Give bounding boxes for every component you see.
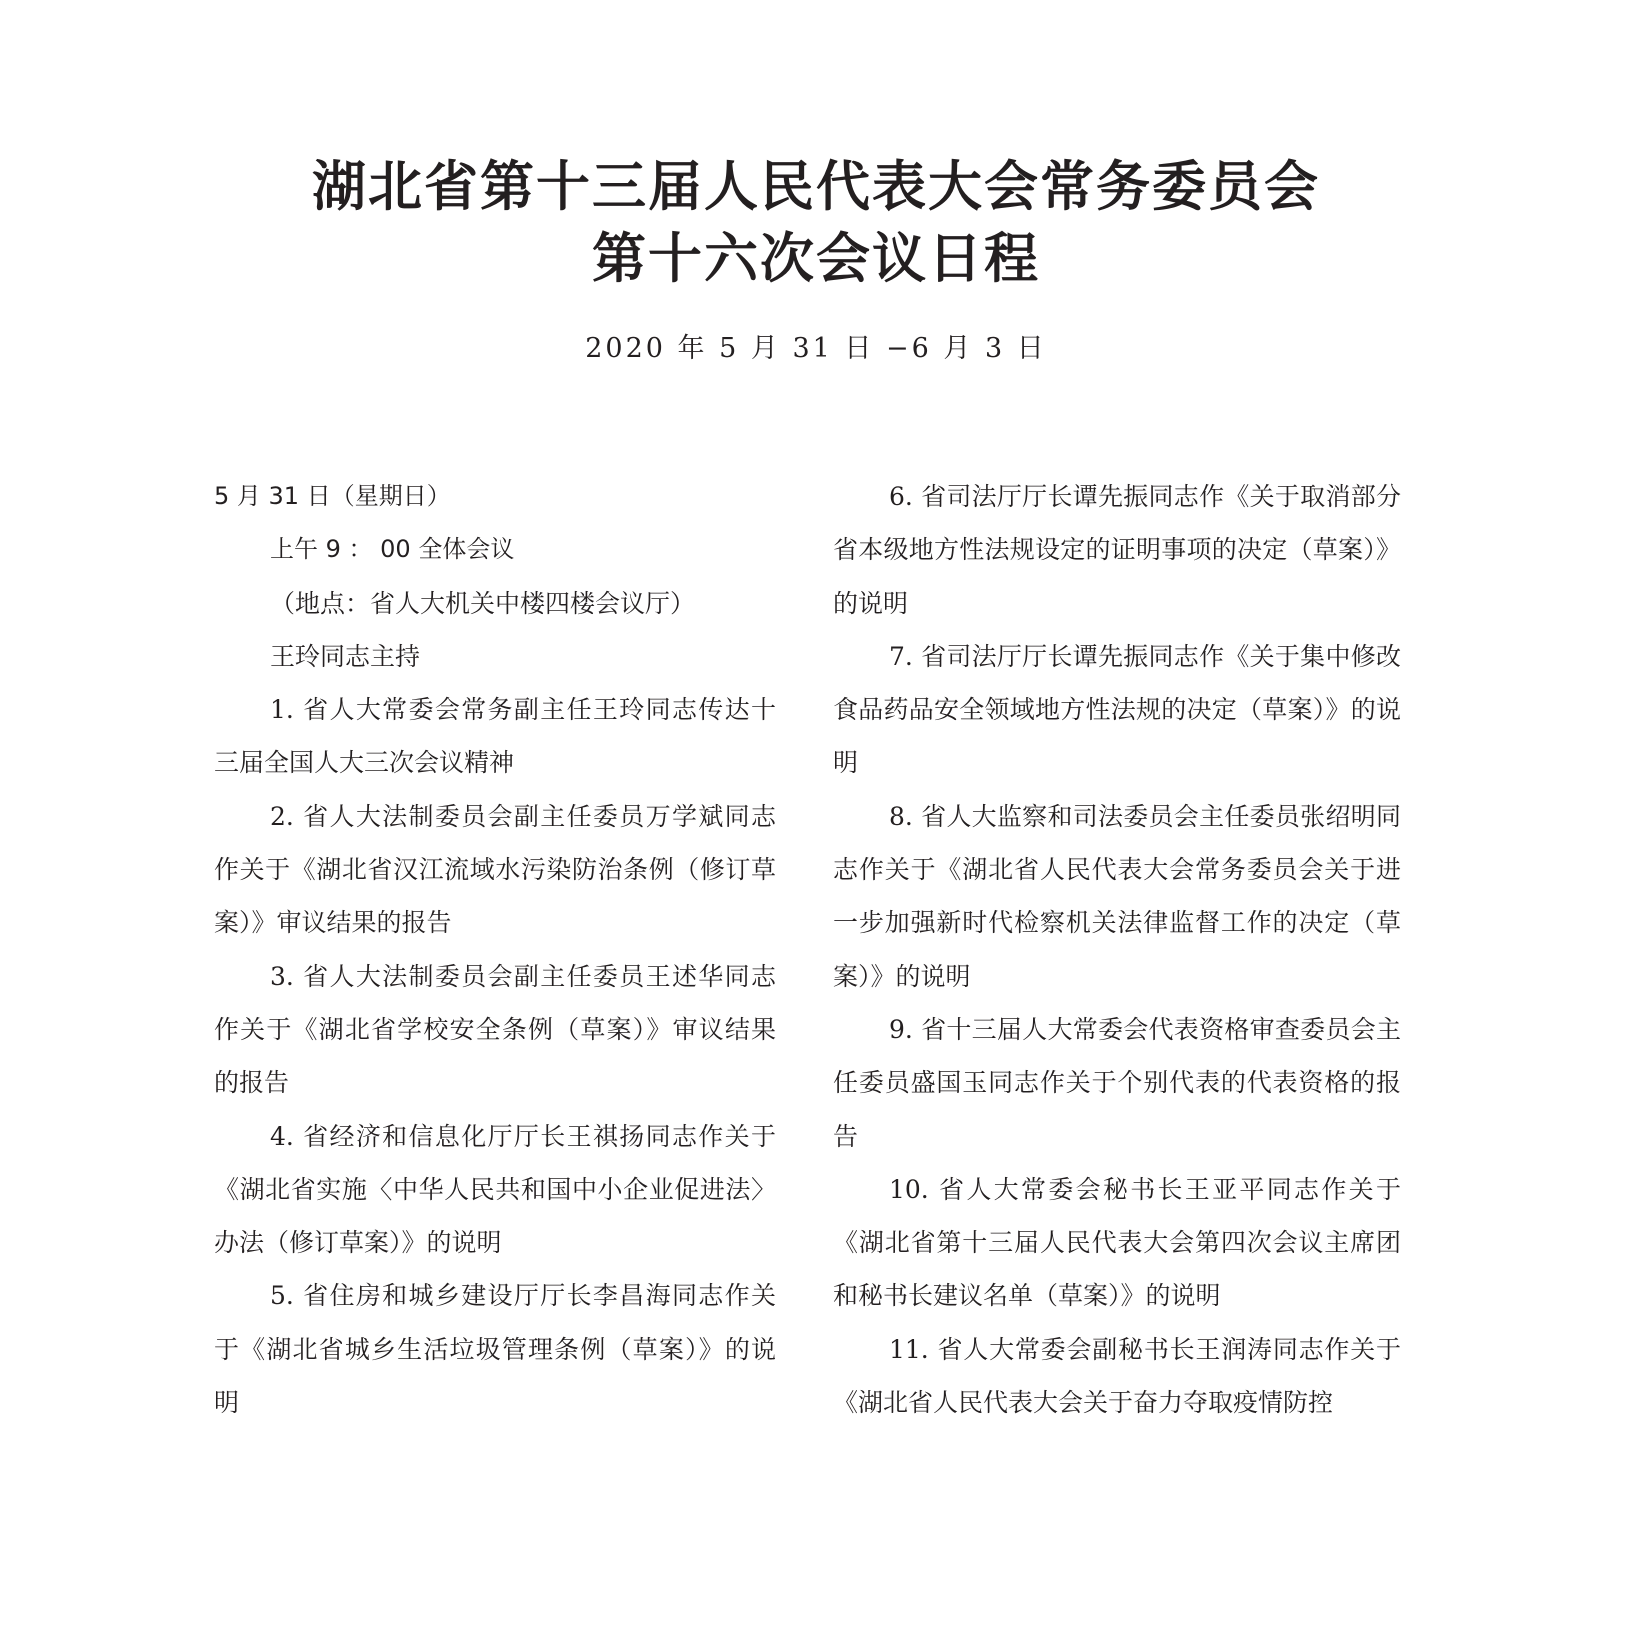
date-range: 2020 年 5 月 31 日 −6 月 3 日 xyxy=(585,333,1047,364)
day-heading: 5 月 31 日（星期日） xyxy=(214,482,451,510)
document-title-line-2: 第十六次会议日程 xyxy=(592,226,1040,290)
session-host: 王玲同志主持 xyxy=(270,641,421,671)
agenda-item-9: 9. 省十三届人大常委会代表资格审查委员会主任委员盛国玉同志作关于个别代表的代表资格的报告 xyxy=(833,1014,1401,1151)
agenda-item-3: 3. 省人大法制委员会副主任委员王述华同志作关于《湖北省学校安全条例（草案）》审议结果的报告 xyxy=(214,961,776,1098)
left-column xyxy=(214,470,776,1429)
right-column xyxy=(833,470,1401,1429)
agenda-item-8: 8. 省人大监察和司法委员会主任委员张绍明同志作关于《湖北省人民代表大会常务委员会关于进一步加强新时代检察机关法律监督工作的决定（草案）》的说明 xyxy=(833,801,1401,991)
agenda-item-7: 7. 省司法厅厅长谭先振同志作《关于集中修改食品药品安全领域地方性法规的决定（草案）》的说明 xyxy=(833,641,1401,778)
agenda-item-10: 10. 省人大常委会秘书长王亚平同志作关于《湖北省第十三届人民代表大会第四次会议主席团和秘书长建议名单（草案）》的说明 xyxy=(833,1174,1401,1311)
agenda-item-4: 4. 省经济和信息化厅厅长王祺扬同志作关于《湖北省实施〈中华人民共和国中小企业促进法〉办法（修订草案）》的说明 xyxy=(214,1121,776,1258)
agenda-item-11: 11. 省人大常委会副秘书长王润涛同志作关于《湖北省人民代表大会关于奋力夺取疫情防控 xyxy=(833,1334,1401,1418)
agenda-item-5: 5. 省住房和城乡建设厅厅长李昌海同志作关于《湖北省城乡生活垃圾管理条例（草案）》的说明 xyxy=(214,1281,776,1418)
session-location: （地点：省人大机关中楼四楼会议厅） xyxy=(270,588,696,618)
session-time: 上午 9 ： 00 全体会议 xyxy=(270,535,515,564)
agenda-item-1: 1. 省人大常委会常务副主任王玲同志传达十三届全国人大三次会议精神 xyxy=(214,695,776,778)
agenda-item-6: 6. 省司法厅厅长谭先振同志作《关于取消部分省本级地方性法规设定的证明事项的决定（草案）》的说明 xyxy=(833,482,1401,618)
document-title-line-1: 湖北省第十三届人民代表大会常务委员会 xyxy=(312,154,1320,218)
agenda-item-2: 2. 省人大法制委员会副主任委员万学斌同志作关于《湖北省汉江流域水污染防治条例（修订草案）》审议结果的报告 xyxy=(214,801,776,938)
